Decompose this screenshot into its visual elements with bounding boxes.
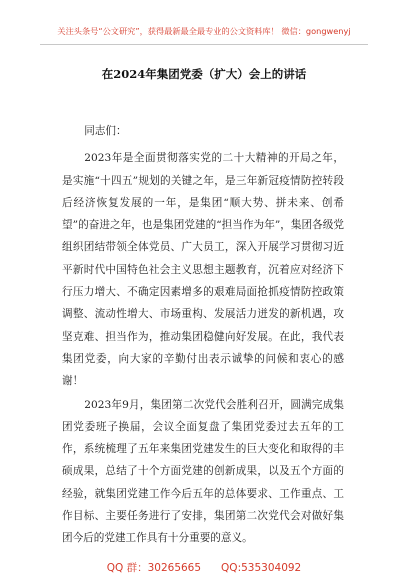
body-paragraph-1: 2023年是全面贯彻落实党的二十大精神的开局之年，是实施“十四五”规划的关键之年，是三年新冠疫情防控转段后经济恢复发展的一年，是集团“顺大势、拼未来、创希望”的奋进之年，也是集团党建的“担当作为年”，集团各级党组织团结带领全体党员、广大员工，深入开展学习贯彻习近平新时代中国特色社会主义思想主题教育，沉着应对经济下行压力增大、不确定因素增多的艰难局面抢抓疫情防控政策调整、流动性增大、市场重构、发展活力迸发的新机遇，攻坚克难、担当作为，推动集团稳健向好发展。在此，我代表集团党委，向大家的辛勤付出表示诚挚的问候和衷心的感谢！: [62, 152, 344, 388]
header-promo: 关注头条号“公文研究”，获得最新最全最专业的公文资料库！ 微信：gongwenyj: [57, 26, 351, 36]
footer-contact: [0, 560, 408, 575]
header-divider: [40, 44, 368, 45]
document-body: [62, 120, 344, 550]
qq-group-2: QQ:535304092: [221, 562, 302, 574]
salutation: 同志们：: [84, 125, 127, 137]
document-title: 在2024年集团党委（扩大）会上的讲话: [101, 67, 307, 81]
body-paragraph-2: 2023年9月，集团第二次党代会胜利召开，圆满完成集团党委班子换届，会议全面复盘了集团党委过去五年的工作，系统梳理了五年来集团党建发生的巨大变化和取得的丰硕成果，总结了十个方面党建的创新成果，以及五个方面的经验，就集团党建工作今后五年的总体要求、工作重点、工作目标、主要任务进行了安排，集团第二次党代会对做好集团今后的党建工作具有十分重要的意义。: [62, 398, 344, 545]
qq-group-1: QQ 群：30265665: [106, 562, 202, 574]
